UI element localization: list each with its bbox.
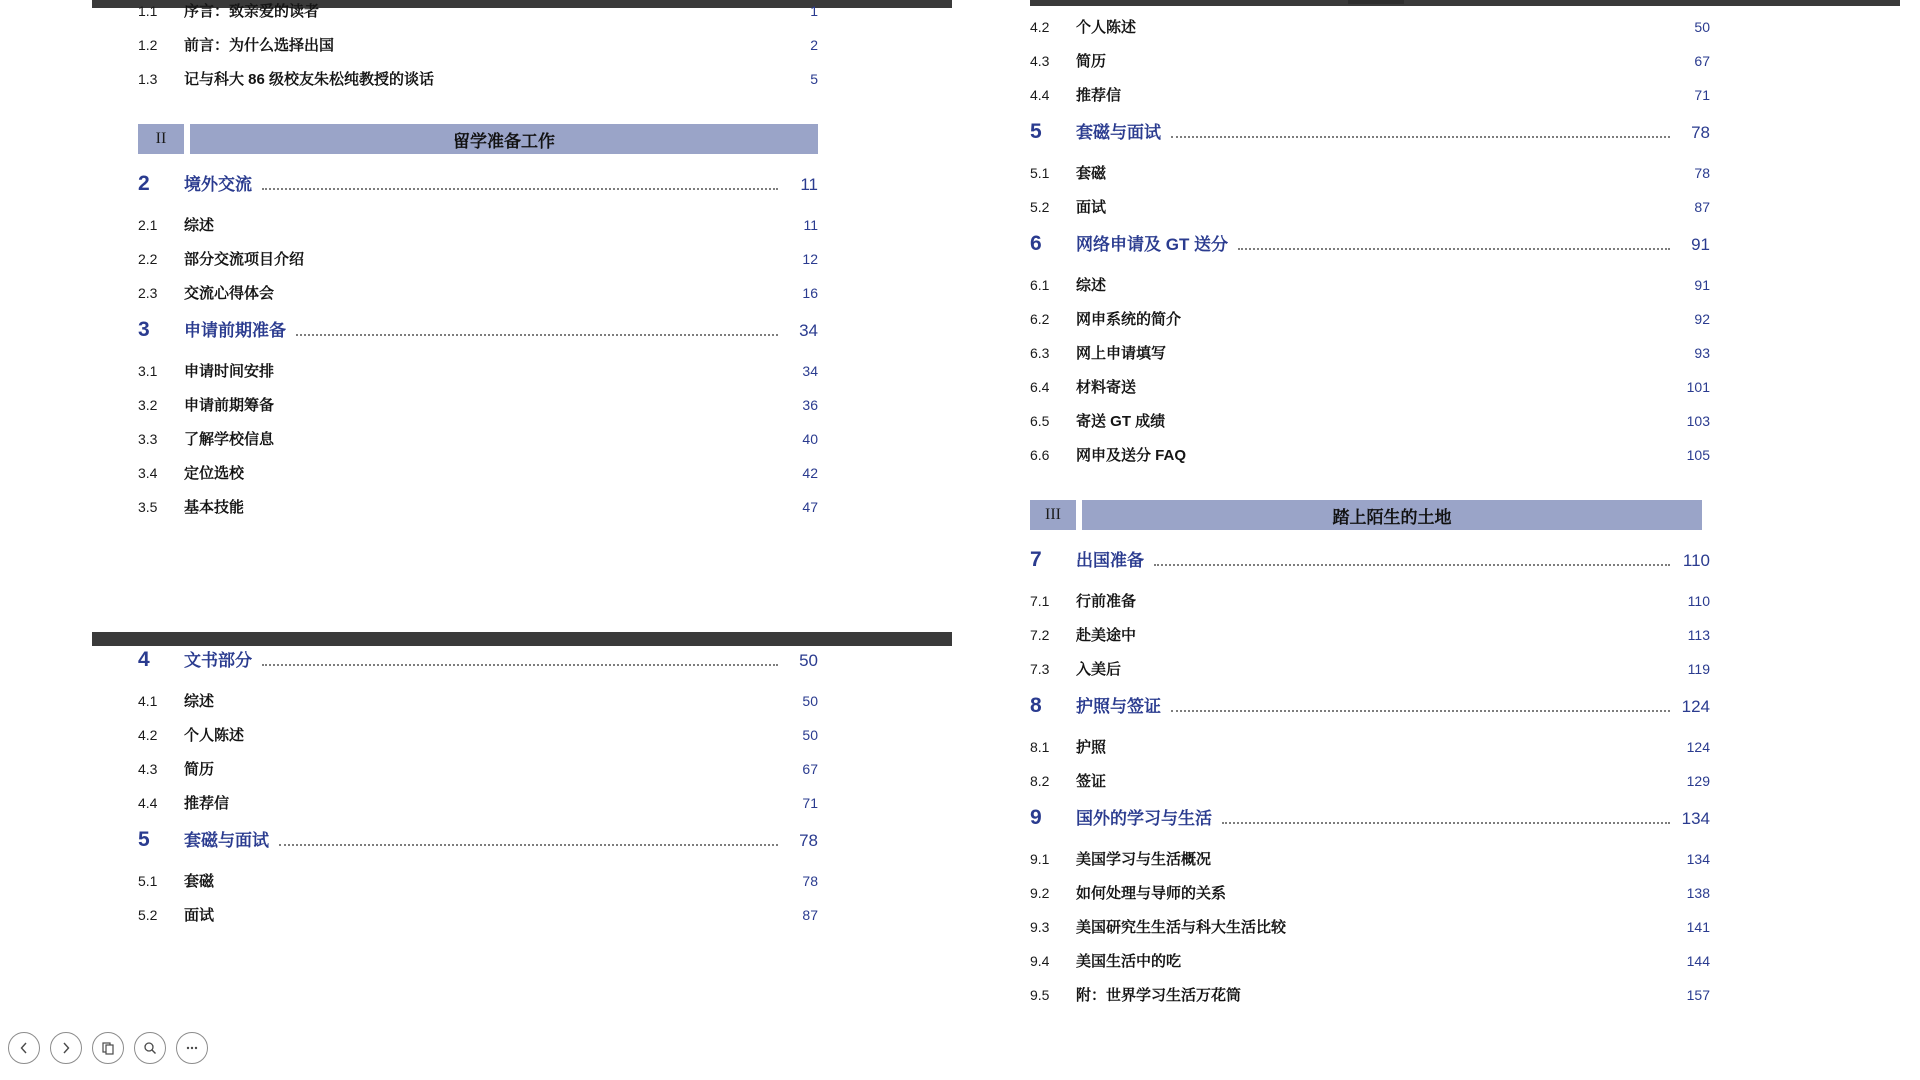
toc-entry-page: 124 [1686,739,1710,755]
part-title-iii: 踏上陌生的土地 [1082,500,1702,530]
toc-entry-title: 申请前期准备 [184,321,286,340]
toc-leader-dots [344,49,778,50]
toc-entry[interactable] [1030,546,1710,590]
toc-entry-title: 护照 [1076,739,1107,756]
toc-entry-page: 87 [802,907,818,923]
toc-entry[interactable] [1030,342,1710,376]
toc-entry[interactable] [138,904,818,938]
toc-leader-dots [329,15,778,16]
toc-entry-page: 78 [799,831,818,850]
toc-entry-page: 50 [802,693,818,709]
toc-leader-dots [1171,135,1670,138]
toc-entry-page: 110 [1682,551,1710,570]
toc-entry[interactable] [138,792,818,826]
toc-entry-title: 境外交流 [184,175,252,194]
toc-entry-number: 1.3 [138,71,158,87]
toc-leader-dots [224,229,778,230]
next-page-button[interactable] [50,1032,82,1064]
toc-entry[interactable] [1030,950,1710,984]
toc-leader-dots [1131,673,1670,674]
toc-entry-title: 网上申请填写 [1076,345,1167,362]
toc-entry-page: 50 [802,727,818,743]
toc-entry-number: 7.1 [1030,593,1050,609]
toc-entry-title: 网申系统的简介 [1076,311,1182,328]
toc-entry[interactable] [138,870,818,904]
toc-leader-dots [314,263,778,264]
toc-entry-page: 93 [1694,345,1710,361]
toc-leader-dots [1196,459,1670,460]
toc-entry-page: 5 [810,71,818,87]
toc-entry-number: 2.1 [138,217,158,233]
toc-entry-number: 3.2 [138,397,158,413]
toc-entry[interactable] [1030,50,1710,84]
toc-entry-number: 2.3 [138,285,158,301]
toc-leader-dots [1146,31,1670,32]
toc-entry-page: 34 [802,363,818,379]
toc-leader-dots [284,297,778,298]
toc-entry-page: 91 [1691,235,1710,254]
toc-entry-number: 4.2 [1030,19,1050,35]
toc-entry[interactable] [138,646,818,690]
toc-leader-dots [1238,247,1670,250]
toc-entry-page: 101 [1686,379,1710,395]
toc-entry[interactable] [1030,624,1710,658]
toc-group-left-main [92,170,992,530]
toc-entry-title: 国外的学习与生活 [1076,809,1212,828]
toc-leader-dots [1222,821,1670,824]
toc-group-left-top [92,0,992,102]
toc-entry[interactable] [138,34,818,68]
toc-entry-title: 综述 [1076,277,1107,294]
toc-entry-title: 基本技能 [184,499,245,516]
toc-leader-dots [254,511,778,512]
toc-leader-dots [279,843,778,846]
toc-entry-number: 3.5 [138,499,158,515]
toc-entry-title: 附：世界学习生活万花筒 [1076,987,1242,1004]
toc-entry-page: 78 [1694,165,1710,181]
toc-leader-dots [262,663,778,666]
toc-entry-page: 47 [802,499,818,515]
toc-entry[interactable] [1030,162,1710,196]
toc-column-left [92,0,992,1080]
toc-entry-page: 105 [1686,447,1710,463]
toc-entry-page: 11 [800,175,818,194]
part-banner-iii [1030,500,1702,530]
toc-entry-number: 6.3 [1030,345,1050,361]
toc-entry[interactable] [1030,274,1710,308]
toc-leader-dots [284,409,778,410]
toc-entry-title: 前言：为什么选择出国 [184,37,335,54]
toc-entry-title: 面试 [184,907,215,924]
toc-entry-number: 6 [1030,232,1042,255]
toc-entry-number: 5 [138,828,150,851]
toc-entry[interactable] [138,462,818,496]
toc-leader-dots [1116,211,1670,212]
toc-group-right-top [1030,0,1920,478]
toc-leader-dots [1171,709,1670,712]
toc-entry-number: 7 [1030,548,1042,571]
toc-entry-page: 134 [1686,851,1710,867]
toc-entry-title: 套磁 [1076,165,1107,182]
toc-entry-title: 面试 [1076,199,1107,216]
toc-entry[interactable] [1030,916,1710,950]
toc-leader-dots [1116,177,1670,178]
toc-entry-page: 141 [1686,919,1710,935]
part-title-ii: 留学准备工作 [190,124,818,154]
toc-entry-page: 34 [799,321,818,340]
toc-entry-title: 申请前期筹备 [184,397,275,414]
toc-entry-title: 网申及送分 FAQ [1076,447,1187,464]
toc-entry-number: 3.1 [138,363,158,379]
toc-entry[interactable] [138,496,818,530]
toc-entry-number: 5.1 [138,873,158,889]
toc-entry-page: 42 [802,465,818,481]
toc-entry-page: 50 [799,651,818,670]
toc-leader-dots [296,333,778,336]
toc-leader-dots [1236,897,1670,898]
toc-leader-dots [254,477,778,478]
toc-entry-number: 4.3 [138,761,158,777]
part-banner-ii [138,124,818,154]
toc-entry-number: 8.2 [1030,773,1050,789]
toc-entry-page: 134 [1681,809,1710,828]
toc-entry[interactable] [138,282,818,316]
toc-leader-dots [1175,425,1670,426]
toc-entry[interactable] [1030,590,1710,624]
toc-entry[interactable] [1030,196,1710,230]
toc-entry[interactable] [1030,230,1710,274]
toc-entry-title: 套磁与面试 [1076,123,1161,142]
toc-entry-number: 6.2 [1030,311,1050,327]
toc-leader-dots [1221,863,1670,864]
toc-entry[interactable] [1030,658,1710,692]
toc-entry-title: 部分交流项目介绍 [184,251,305,268]
page-gap-spacer [92,530,992,600]
toc-entry-number: 5.2 [138,907,158,923]
toc-entry[interactable] [1030,376,1710,410]
toc-entry-title: 综述 [184,693,215,710]
toc-leader-dots [224,773,778,774]
toc-entry[interactable] [1030,410,1710,444]
toc-entry-number: 4.4 [138,795,158,811]
toc-leader-dots [1131,99,1670,100]
toc-column-right [1030,0,1920,1080]
toc-entry[interactable] [1030,736,1710,770]
part-roman-ii: II [138,124,184,154]
toc-entry[interactable] [138,826,818,870]
toc-entry-number: 5 [1030,120,1042,143]
toc-entry-page: 129 [1686,773,1710,789]
toc-entry[interactable] [138,68,818,102]
viewer-toolbar[interactable] [0,1026,238,1070]
toc-entry[interactable] [138,724,818,758]
toc-entry-title: 套磁 [184,873,215,890]
toc-entry-page: 103 [1686,413,1710,429]
toc-entry-title: 文书部分 [184,651,252,670]
toc-leader-dots [1191,323,1670,324]
toc-entry-title: 寄送 GT 成绩 [1076,413,1166,430]
toc-leader-dots [1154,563,1670,566]
toc-entry-number: 9.5 [1030,987,1050,1003]
toc-entry-title: 赴美途中 [1076,627,1137,644]
toc-leader-dots [1116,65,1670,66]
toc-entry-page: 91 [1694,277,1710,293]
toc-entry-title: 定位选校 [184,465,245,482]
toc-entry-page: 50 [1694,19,1710,35]
toc-entry-number: 9 [1030,806,1042,829]
toc-entry-number: 5.2 [1030,199,1050,215]
toc-entry-number: 6.4 [1030,379,1050,395]
toc-entry-number: 3.3 [138,431,158,447]
copy-button[interactable] [92,1032,124,1064]
toc-entry-number: 6.6 [1030,447,1050,463]
toc-entry-number: 8 [1030,694,1042,717]
toc-entry-page: 67 [802,761,818,777]
toc-entry-page: 71 [802,795,818,811]
toc-group-right-main [1030,546,1920,1018]
toc-entry[interactable] [138,394,818,428]
toc-entry-page: 12 [802,251,818,267]
toc-entry-title: 签证 [1076,773,1107,790]
toc-entry[interactable] [138,0,818,34]
toc-entry-title: 简历 [184,761,215,778]
toc-entry-page: 16 [802,285,818,301]
toc-entry[interactable] [1030,882,1710,916]
toc-entry-page: 71 [1694,87,1710,103]
toc-entry[interactable] [138,170,818,214]
more-options-button[interactable] [176,1032,208,1064]
toc-entry-title: 网络申请及 GT 送分 [1076,235,1229,254]
toc-entry-page: 119 [1687,661,1710,677]
toc-leader-dots [224,705,778,706]
toc-entry[interactable] [138,316,818,360]
toc-entry-title: 记与科大 86 级校友朱松纯教授的谈话 [184,71,435,88]
toc-entry[interactable] [1030,16,1710,50]
toc-entry-page: 11 [803,217,818,233]
toc-entry[interactable] [138,758,818,792]
toc-entry[interactable] [1030,804,1710,848]
toc-entry-number: 1.1 [138,3,158,19]
toc-entry-title: 出国准备 [1076,551,1144,570]
toc-entry[interactable] [1030,118,1710,162]
toc-entry-page: 138 [1686,885,1710,901]
toc-entry[interactable] [1030,84,1710,118]
toc-entry-page: 124 [1681,697,1710,716]
toc-leader-dots [284,375,778,376]
toc-entry-page: 92 [1694,311,1710,327]
previous-page-button[interactable] [8,1032,40,1064]
toc-entry-title: 如何处理与导师的关系 [1076,885,1227,902]
search-button[interactable] [134,1032,166,1064]
toc-entry[interactable] [1030,984,1710,1018]
toc-leader-dots [1296,931,1670,932]
toc-entry-title: 个人陈述 [1076,19,1137,36]
toc-entry[interactable] [1030,308,1710,342]
toc-entry-number: 9.2 [1030,885,1050,901]
toc-entry-page: 67 [1694,53,1710,69]
toc-leader-dots [1191,965,1670,966]
toc-entry-title: 推荐信 [184,795,230,812]
toc-entry-title: 行前准备 [1076,593,1137,610]
toc-leader-dots [254,739,778,740]
toc-entry-title: 了解学校信息 [184,431,275,448]
toc-leader-dots [224,919,778,920]
toc-entry-title: 综述 [184,217,215,234]
toc-entry-title: 交流心得体会 [184,285,275,302]
toc-entry-number: 1.2 [138,37,158,53]
toc-leader-dots [284,443,778,444]
toc-entry-title: 申请时间安排 [184,363,275,380]
toc-entry-number: 3.4 [138,465,158,481]
toc-leader-dots [1116,289,1670,290]
part-roman-iii: III [1030,500,1076,530]
toc-entry-page: 113 [1687,627,1710,643]
toc-entry[interactable] [138,690,818,724]
toc-entry-number: 6.5 [1030,413,1050,429]
toc-leader-dots [239,807,778,808]
toc-entry[interactable] [1030,692,1710,736]
toc-entry-number: 9.4 [1030,953,1050,969]
toc-entry-page: 36 [802,397,818,413]
toc-entry-page: 87 [1694,199,1710,215]
toc-entry-title: 美国研究生生活与科大生活比较 [1076,919,1287,936]
toc-entry-page: 157 [1686,987,1710,1003]
toc-entry-title: 美国生活中的吃 [1076,953,1182,970]
toc-entry[interactable] [1030,444,1710,478]
toc-entry-page: 144 [1686,953,1710,969]
toc-entry-number: 7.2 [1030,627,1050,643]
toc-entry-page: 110 [1687,593,1710,609]
toc-entry-number: 5.1 [1030,165,1050,181]
toc-leader-dots [444,83,778,84]
toc-entry-page: 40 [802,431,818,447]
toc-entry-title: 个人陈述 [184,727,245,744]
toc-entry-number: 4.1 [138,693,158,709]
toc-entry[interactable] [1030,848,1710,882]
toc-entry-title: 护照与签证 [1076,697,1161,716]
toc-entry-number: 4.2 [138,727,158,743]
toc-leader-dots [1146,605,1670,606]
toc-leader-dots [224,885,778,886]
toc-leader-dots [262,187,778,190]
toc-entry-title: 推荐信 [1076,87,1122,104]
toc-entry-number: 2 [138,172,150,195]
toc-entry-page: 2 [810,37,818,53]
toc-entry-title: 序言：致亲爱的读者 [184,3,320,20]
toc-entry-title: 入美后 [1076,661,1122,678]
toc-entry-number: 9.3 [1030,919,1050,935]
toc-entry-number: 6.1 [1030,277,1050,293]
toc-entry-number: 2.2 [138,251,158,267]
toc-entry-title: 简历 [1076,53,1107,70]
toc-entry-page: 1 [810,3,818,19]
toc-entry-number: 4 [138,648,150,671]
toc-entry-title: 美国学习与生活概况 [1076,851,1212,868]
toc-entry-page: 78 [1691,123,1710,142]
toc-entry-title: 套磁与面试 [184,831,269,850]
toc-leader-dots [1146,391,1670,392]
toc-group-left-second-page [92,600,992,938]
toc-entry[interactable] [138,248,818,282]
toc-leader-dots [1251,999,1670,1000]
toc-entry[interactable] [138,360,818,394]
toc-leader-dots [1116,751,1670,752]
toc-entry-number: 3 [138,318,150,341]
toc-leader-dots [1146,639,1670,640]
toc-entry[interactable] [1030,770,1710,804]
toc-leader-dots [1176,357,1670,358]
toc-entry[interactable] [138,428,818,462]
toc-leader-dots [1116,785,1670,786]
toc-entry-title: 材料寄送 [1076,379,1137,396]
toc-entry-number: 4.4 [1030,87,1050,103]
toc-entry-number: 9.1 [1030,851,1050,867]
toc-entry-page: 78 [802,873,818,889]
toc-entry-number: 4.3 [1030,53,1050,69]
toc-entry[interactable] [138,214,818,248]
toc-entry-number: 8.1 [1030,739,1050,755]
toc-entry-number: 7.3 [1030,661,1050,677]
